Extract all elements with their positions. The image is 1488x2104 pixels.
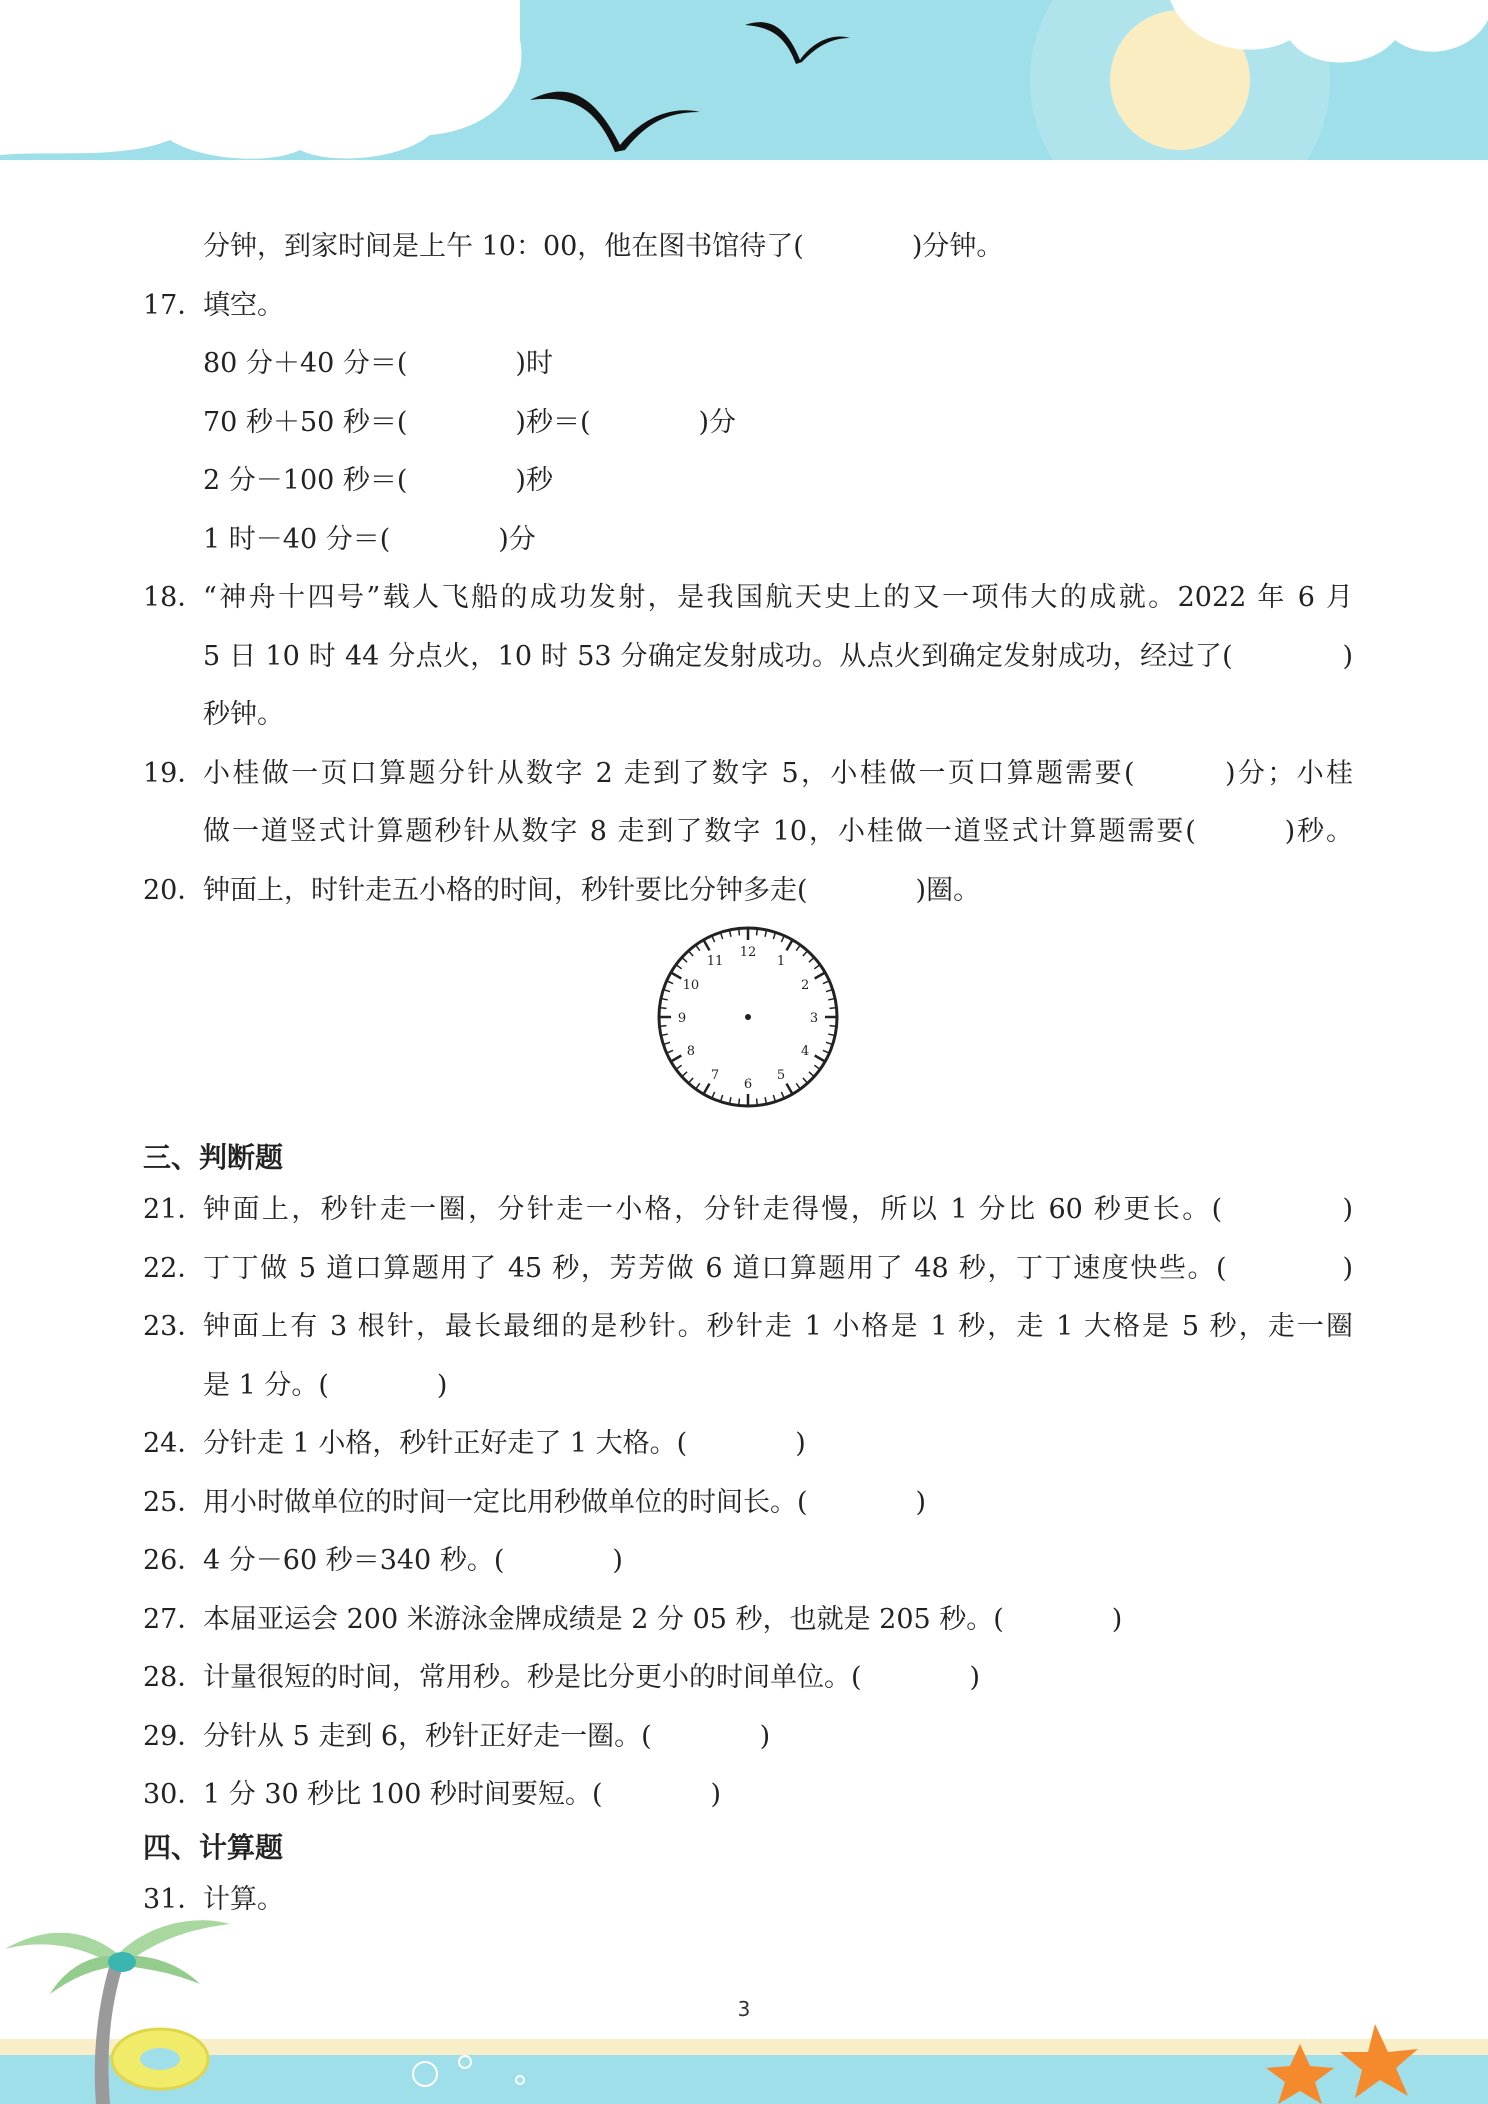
clock-number: 5 (776, 1068, 786, 1084)
question-line: 1 时－40 分＝( )分 (203, 523, 536, 555)
page-number: 3 (737, 1997, 751, 2021)
question-line: 2 分－100 秒＝( )秒 (203, 465, 553, 496)
question-22: 22． 丁丁做 5 道口算题用了 45 秒，芳芳做 6 道口算题用了 48 秒，丁丁速度快些。( ) (143, 1252, 1353, 1284)
clock-tick (739, 1099, 740, 1105)
question-20: 20． 钟面上，时针走五小格的时间，秒针要比分钟多走( )圈。 (143, 874, 981, 906)
question-19: 19． 小桂做一页口算题分针从数字 2 走到了数字 5，小桂做一页口算题需要( )分；小桂 (143, 757, 1353, 789)
clock-tick (757, 929, 758, 935)
question-line: 80 分＋40 分＝( )时 (203, 348, 553, 379)
question-line: 是 1 分。( ) (203, 1369, 448, 1401)
clock-figure (143, 920, 1353, 1135)
clock-number: 10 (682, 978, 700, 993)
question-17: 17． 填空。 (143, 289, 284, 321)
clock-number: 9 (677, 1011, 687, 1026)
clock-tick (757, 1099, 758, 1105)
footer-decoration (0, 1884, 1488, 2104)
section-title-calc: 四、计算题 (143, 1830, 284, 1864)
question-line: 70 秒＋50 秒＝( )秒＝( )分 (203, 406, 737, 438)
question-29: 29． 分针从 5 走到 6，秒针正好走一圈。( ) (143, 1720, 771, 1752)
section-title-judge: 三、判断题 (143, 1141, 284, 1174)
question-27: 27． 本届亚运会 200 米游泳金牌成绩是 2 分 05 秒，也就是 205 秒。( ) (143, 1603, 1123, 1635)
clock-number: 3 (809, 1011, 819, 1026)
clock-face-icon (653, 922, 843, 1112)
question-30: 30． 1 分 30 秒比 100 秒时间要短。( ) (143, 1779, 722, 1810)
clock-tick (660, 1008, 666, 1009)
clock-tick (830, 1026, 836, 1027)
question-line: 5 日 10 时 44 分点火，10 时 53 分确定发射成功。从点火到确定发射成功，经过了( ) (203, 640, 1353, 672)
question-25: 25． 用小时做单位的时间一定比用秒做单位的时间长。( ) (143, 1486, 927, 1518)
clock-number: 6 (743, 1077, 753, 1092)
question-content (143, 218, 1353, 1929)
question-26: 26． 4 分－60 秒＝340 秒。( ) (143, 1545, 623, 1576)
clock-number: 2 (801, 978, 810, 993)
clock-number: 1 (776, 953, 786, 969)
question-line: 分钟，到家时间是上午 10：00，他在图书馆待了( )分钟。 (203, 231, 1004, 262)
swim-ring-icon (112, 2029, 208, 2089)
question-line: 做一道竖式计算题秒针从数字 8 走到了数字 10，小桂做一道竖式计算题需要( )秒。 (203, 816, 1353, 847)
question-line: 秒钟。 (203, 699, 284, 730)
question-21: 21． 钟面上，秒针走一圈，分针走一小格，分针走得慢，所以 1 分比 60 秒更长。( ) (143, 1194, 1353, 1225)
clock-number: 11 (706, 953, 724, 969)
question-24: 24． 分针走 1 小格，秒针正好走了 1 大格。( ) (143, 1428, 806, 1459)
clock-tick (739, 929, 740, 935)
header-decoration (0, 0, 1488, 170)
question-28: 28． 计量很短的时间，常用秒。秒是比分更小的时间单位。( ) (143, 1662, 981, 1693)
question-23: 23． 钟面上有 3 根针，最长最细的是秒针。秒针走 1 小格是 1 秒，走 1 大格是 5 秒，走一圈 (143, 1311, 1353, 1342)
clock-number: 7 (710, 1068, 720, 1084)
clock-number: 12 (739, 945, 757, 960)
clock-tick (830, 1008, 836, 1009)
clock-number: 4 (801, 1044, 810, 1059)
question-31: 31． 计算。 (143, 1883, 284, 1915)
clock-tick (660, 1026, 666, 1027)
question-18: 18． “神舟十四号”载人飞船的成功发射，是我国航天史上的又一项伟大的成就。2022 年 6 月 (143, 582, 1353, 613)
clock-number: 8 (686, 1044, 695, 1059)
